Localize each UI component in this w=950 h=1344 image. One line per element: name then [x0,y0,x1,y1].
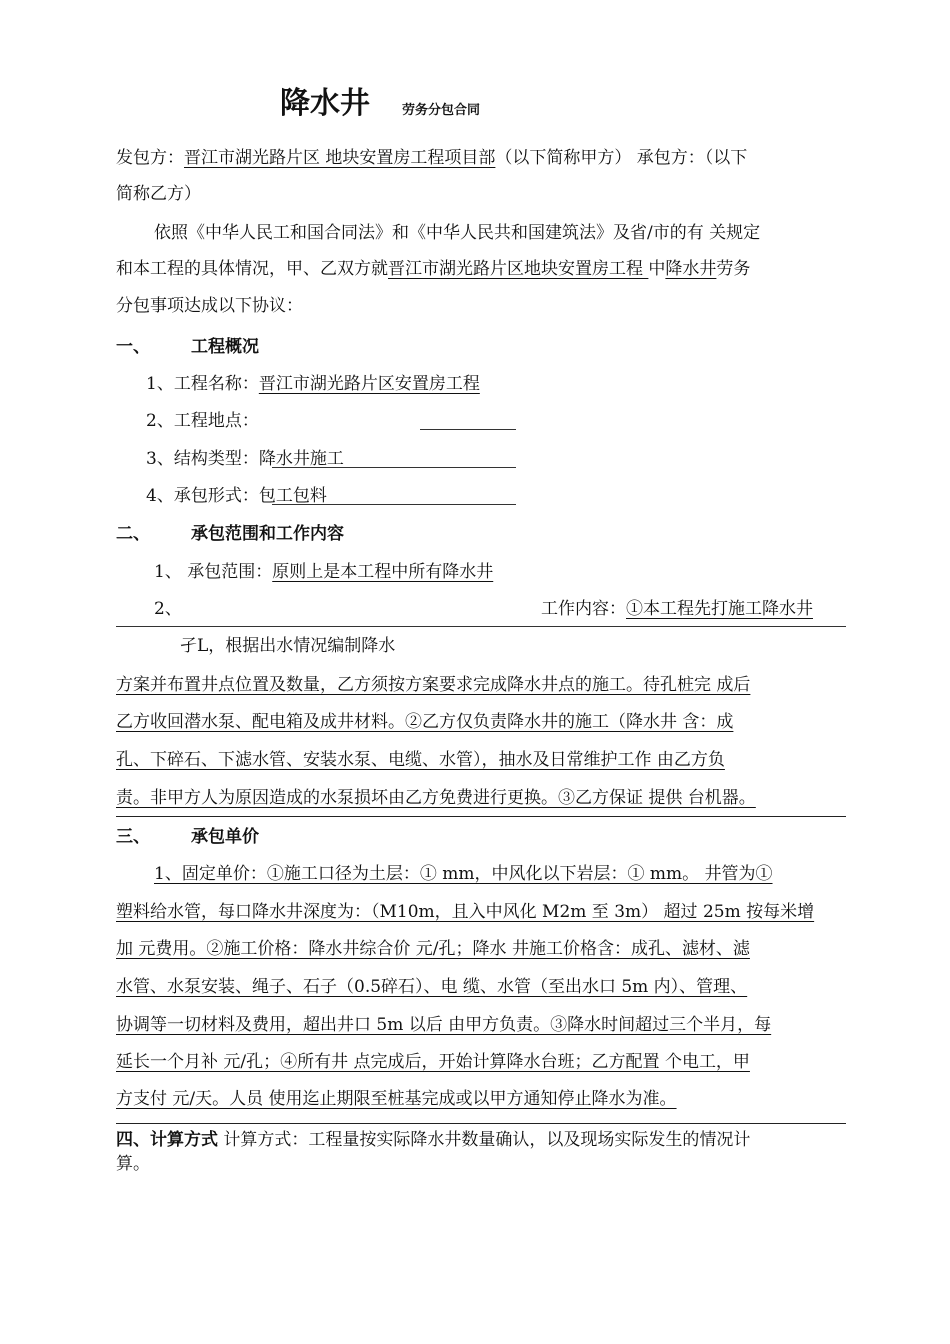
scope-row: 1、 承包范围：原则上是本工程中所有降水井 [154,562,494,582]
price-line-2: 塑料给水管，每口降水井深度为：（M10m，且入中风化 M2m 至 3m） 超过 25m 按每米增 [116,902,815,922]
price-line-7: 方支付 元/天。人员 使用迄止期限至桩基完成或以甲方通知停止降水为准。 [116,1089,677,1109]
party-a-label: 发包方： [116,148,184,168]
section-4-label: 四、计算方式 [116,1130,218,1150]
work-content-line-4: 乙方收回潜水泵、配电箱及成井材料。②乙方仅负责降水井的施工（降水井 含：成 [116,712,734,732]
intro-line-1: 依照《中华人民工和国合同法》和《中华人民共和国建筑法》及省/市的有 关规定 [154,223,761,243]
work-content-line-5: 孔、下碎石、下滤水管、安装水泵、电缆、水管），抽水及日常维护工作 由乙方负 [116,750,725,770]
work-content-rule [116,626,846,627]
parties-tail: （以下简称甲方） 承包方：（以下 [495,148,748,168]
location-blank-line [420,429,516,430]
section-2-number: 二、 [116,524,150,544]
parties-line-1 [116,146,747,170]
price-line-3: 加 元费用。②施工价格：降水井综合价 元/孔；降水 井施工价格含：成孔、滤材、滤 [116,939,750,959]
price-line-5: 协调等一切材料及费用，超出井口 5m 以后 由甲方负责。③降水时间超过三个半月，每 [116,1015,772,1035]
intro-line-3: 分包事项达成以下协议： [116,296,303,316]
intro-line-2: 和本工程的具体情况，甲、乙双方就晋江市湖光路片区地块安置房工程 中降水井劳务 [116,259,751,279]
contract-form-row: 4、承包形式：包工包料 [146,486,327,506]
section-3-title: 承包单价 [191,827,259,847]
work-item: 降水井 [665,259,717,279]
section-4-line-1: 四、计算方式 计算方式：工程量按实际降水井数量确认，以及现场实际发生的情况计 [116,1130,751,1150]
section-1-number: 一、 [116,337,150,357]
section-1-title: 工程概况 [191,337,259,357]
document-subtitle: 劳务分包合同 [402,103,481,118]
contract-form-line [272,504,516,505]
price-line-6: 延长一个月补 元/孔；④所有井 点完成后，开始计算降水台班；乙方配置 个电工，甲 [116,1052,750,1072]
section-2-title: 承包范围和工作内容 [191,524,344,544]
section-3-bottom-rule [116,1123,846,1124]
structure-type-row: 3、结构类型：降水井施工 [146,449,344,469]
parties-line-2: 简称乙方） [116,184,201,204]
party-a-name: 晋江市湖光路片区 地块安置房工程项目部 [184,148,496,168]
section-2-bottom-rule [116,816,846,817]
price-line-1: 1、固定单价：①施工口径为土层：① mm，中风化以下岩层：① mm。 井管为① [154,864,773,884]
document-title: 降水井 [280,86,370,121]
project-name: 晋江市湖光路片区地块安置房工程 [388,259,649,279]
work-content-line-3: 方案并布置井点位置及数量，乙方须按方案要求完成降水井点的施工。待孔桩完 成后 [116,675,751,695]
section-3-number: 三、 [116,827,150,847]
price-line-4: 水管、水泵安装、绳子、石子（0.5碎石）、电 缆、水管（至出水口 5m 内）、管理、 [116,977,748,997]
work-content-line-1: 工作内容：①本工程先打施工降水井 [541,599,813,619]
work-content-line-2: 孑L，根据出水情况编制降水 [180,636,396,656]
work-content-line-6: 责。非甲方人为原因造成的水泵损坏由乙方免费进行更换。③乙方保证 提供 台机器。 [116,788,756,808]
section-4-line-2: 算。 [116,1154,150,1174]
work-number: 2、 [154,599,182,619]
project-name-row: 1、工程名称：晋江市湖光路片区安置房工程 [146,374,480,394]
project-location-row: 2、工程地点： [146,411,259,431]
structure-type-line [272,467,516,468]
